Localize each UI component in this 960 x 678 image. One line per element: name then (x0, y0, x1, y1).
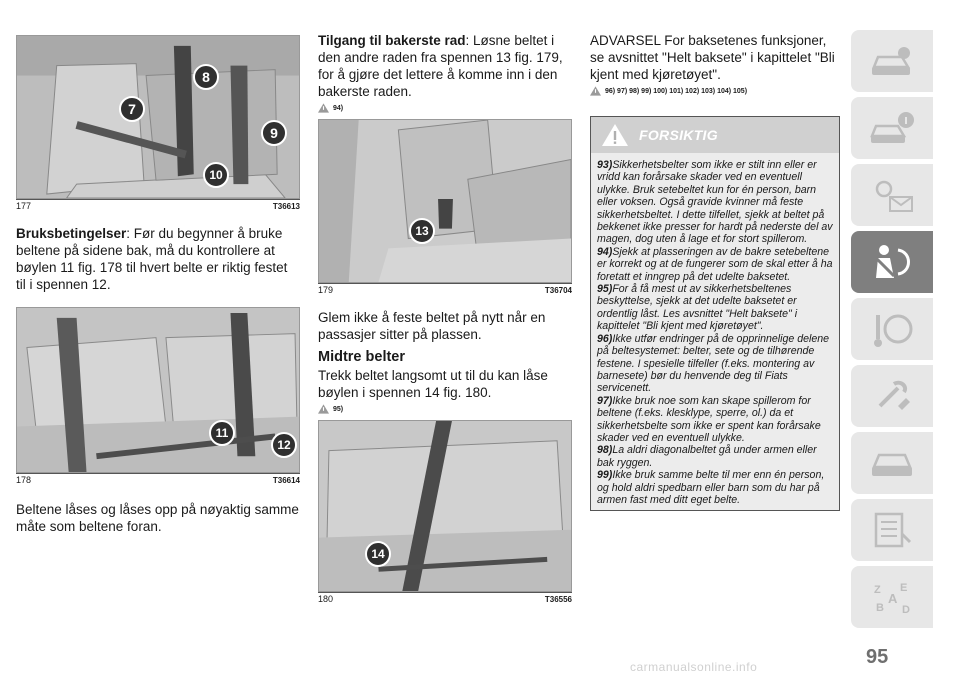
paragraph-lock-unlock: Beltene låses og låses opp på nøyaktig samme måte som beltene foran. (16, 502, 299, 534)
car-dashboard-icon (868, 41, 916, 81)
figure-code: T36556 (544, 595, 572, 604)
tab-emergency[interactable] (851, 365, 933, 427)
reference-text: 96) 97) 98) 99) 100) 101) 102) 103) 104) 105) (605, 87, 748, 95)
caution-text: Sjekk at plasseringen av de bakre setebeltene er korrekt og at de fungerer som de skal etter å ha foretatt et inngrep på det udelte baksetet. (597, 245, 833, 283)
column-left (16, 0, 300, 535)
tab-start-drive[interactable] (851, 298, 933, 360)
caution-number: 94) (597, 245, 613, 258)
figure-178 (16, 307, 300, 485)
caution-number: 97) (597, 394, 613, 407)
svg-text:D: D (902, 604, 910, 616)
heading-middle-belts: Midtre belter (318, 349, 406, 365)
figure-180 (318, 420, 572, 604)
caution-item (597, 283, 833, 333)
tab-safety[interactable] (851, 231, 933, 293)
warning-triangle-icon (590, 86, 601, 96)
figure-180-image (318, 420, 572, 592)
callout-10: 10 (203, 162, 229, 188)
page-number: 95 (866, 646, 889, 668)
callout-12: 12 (271, 432, 297, 458)
caution-item (597, 246, 833, 283)
figure-179-image (318, 119, 572, 283)
caution-text: Ikke bruk noe som kan skape spillerom for beltene (f.eks. klesklype, sperre, ol.) da et sikkerhetsbelte som ikke er spent kan forårsake skader ved en eventuell ulykke. (597, 394, 821, 444)
tab-index[interactable] (851, 566, 933, 628)
figure-code: T36704 (544, 286, 572, 295)
reference-96-105 (590, 86, 840, 96)
reference-94 (318, 103, 572, 113)
seat-belt-photo-180 (319, 421, 571, 591)
reference-95 (318, 404, 572, 414)
tab-dashboard[interactable] (851, 30, 933, 92)
svg-text:E: E (900, 582, 908, 594)
caution-number: 95) (597, 283, 613, 296)
callout-7: 7 (119, 96, 145, 122)
paragraph-usage-conditions (16, 225, 300, 293)
seat-belt-photo-177 (17, 36, 299, 198)
figure-number: 177 (16, 201, 32, 211)
warning-lights-icon (868, 175, 916, 215)
seat-belt-photo-178 (17, 308, 299, 472)
figure-178-image (16, 307, 300, 473)
caution-number: 96) (597, 332, 613, 345)
warning-triangle-icon (318, 103, 329, 113)
figure-180-caption (318, 592, 572, 604)
checklist-specs-icon (868, 510, 916, 550)
caution-item (597, 469, 833, 506)
watermark: carmanualsonline.info (630, 660, 758, 674)
figure-178-caption (16, 473, 300, 485)
callout-9: 9 (261, 120, 287, 146)
caution-text: For å få mest ut av sikkerhetsbeltenes beskyttelse, sjekk at det udelte baksetet er ordentlig låst. Les avsnittet "Helt baksete" i kapittelet "Bli kjent med kjøretøyet". (597, 283, 798, 333)
paragraph-label: Tilgang til bakerste rad (318, 33, 466, 48)
svg-text:B: B (876, 602, 884, 614)
svg-text:A: A (888, 591, 898, 606)
caution-title: FORSIKTIG (639, 127, 718, 143)
warning-triangle-icon (318, 404, 329, 414)
caution-item (597, 159, 833, 246)
svg-text:Z: Z (874, 584, 881, 596)
tab-technical-specs[interactable] (851, 499, 933, 561)
chapter-tabs (851, 30, 933, 633)
paragraph-access-rear-row (318, 32, 572, 100)
callout-8: 8 (193, 64, 219, 90)
figure-number: 178 (16, 475, 32, 485)
paragraph-label: Bruksbetingelser (16, 226, 127, 241)
caution-item (597, 395, 833, 445)
paragraph-reattach: Glem ikke å feste beltet på nytt når en passasjer sitter på plassen. (318, 310, 546, 342)
figure-code: T36613 (272, 202, 300, 211)
caution-number: 99) (597, 469, 613, 482)
car-service-icon (868, 443, 916, 483)
wrench-emergency-icon (868, 376, 916, 416)
warning-triangle-icon (601, 123, 629, 147)
figure-code: T36614 (272, 476, 300, 485)
tab-maintenance[interactable] (851, 432, 933, 494)
figure-number: 180 (318, 594, 334, 604)
tab-know-vehicle[interactable] (851, 97, 933, 159)
caution-box (590, 116, 840, 511)
paragraph-text: : Før du begynner å bruke beltene på sidene bak, må du kontrollere at bøylen 11 fig. 178 til hvert belte er riktig festet til i spennen 12. (16, 226, 288, 292)
figure-177 (16, 35, 300, 211)
caution-text: Sikkerhetsbelter som ikke er stilt inn eller er vridd kan forårsake skader ved en eventuell ulykke. Bruk setebeltet kun for én person, barn eller voksen. Også gravide kvinner må feste sikkerhetsbeltet. I dette tilfellet, sjekk at beltet på bekkenet ikke presser for hardt på nederste del av magen, dog uten å lage et for stort spillerom. (597, 159, 833, 246)
caution-text: Ikke utfør endringer på de opprinnelige delene på beltesystemet: belter, sete og de tilhørende festene. I spesielle tilfeller (f.eks. montering av barnesete) bør du henvende deg til Fiats servicenett. (597, 332, 830, 395)
caution-text: La aldri diagonalbeltet gå under armen eller bak ryggen. (597, 444, 817, 469)
callout-14: 14 (365, 541, 391, 567)
paragraph-text: : Løsne beltet i den andre raden fra spennen 13 fig. 179, for å gjøre det lettere å komme inn i den bakerste raden. (318, 33, 563, 99)
seat-belt-photo-179 (319, 120, 571, 282)
figure-179-caption (318, 283, 572, 295)
reference-text: 94) (333, 104, 344, 112)
caution-item (597, 333, 833, 395)
caution-header (591, 117, 839, 153)
paragraph-advarsel: ADVARSEL For baksetenes funksjoner, se avsnittet "Helt baksete" i kapittelet "Bli kjent med kjøretøyet". (590, 33, 835, 82)
callout-11: 11 (209, 420, 235, 446)
figure-number: 179 (318, 285, 334, 295)
key-start-icon (868, 309, 916, 349)
caution-text: Ikke bruk samme belte til mer enn én person, og hold aldri spedbarn eller barn som du har på armen fast med ditt eget belte. (597, 469, 825, 506)
paragraph-middle-belts: Trekk beltet langsomt ut til du kan låse bøylen i spennen 14 fig. 180. (318, 368, 548, 400)
caution-number: 93) (597, 159, 613, 171)
tab-warning-lights[interactable] (851, 164, 933, 226)
caution-item (597, 444, 833, 469)
caution-number: 98) (597, 444, 613, 457)
column-middle (318, 0, 572, 604)
figure-179 (318, 119, 572, 295)
figure-177-caption (16, 199, 300, 211)
column-right (590, 0, 840, 511)
car-info-icon (868, 108, 916, 148)
airbag-seatbelt-icon (868, 242, 916, 282)
index-abc-icon (868, 577, 916, 617)
figure-177-image (16, 35, 300, 199)
caution-list (591, 153, 839, 510)
reference-text: 95) (333, 405, 344, 413)
callout-13: 13 (409, 218, 435, 244)
